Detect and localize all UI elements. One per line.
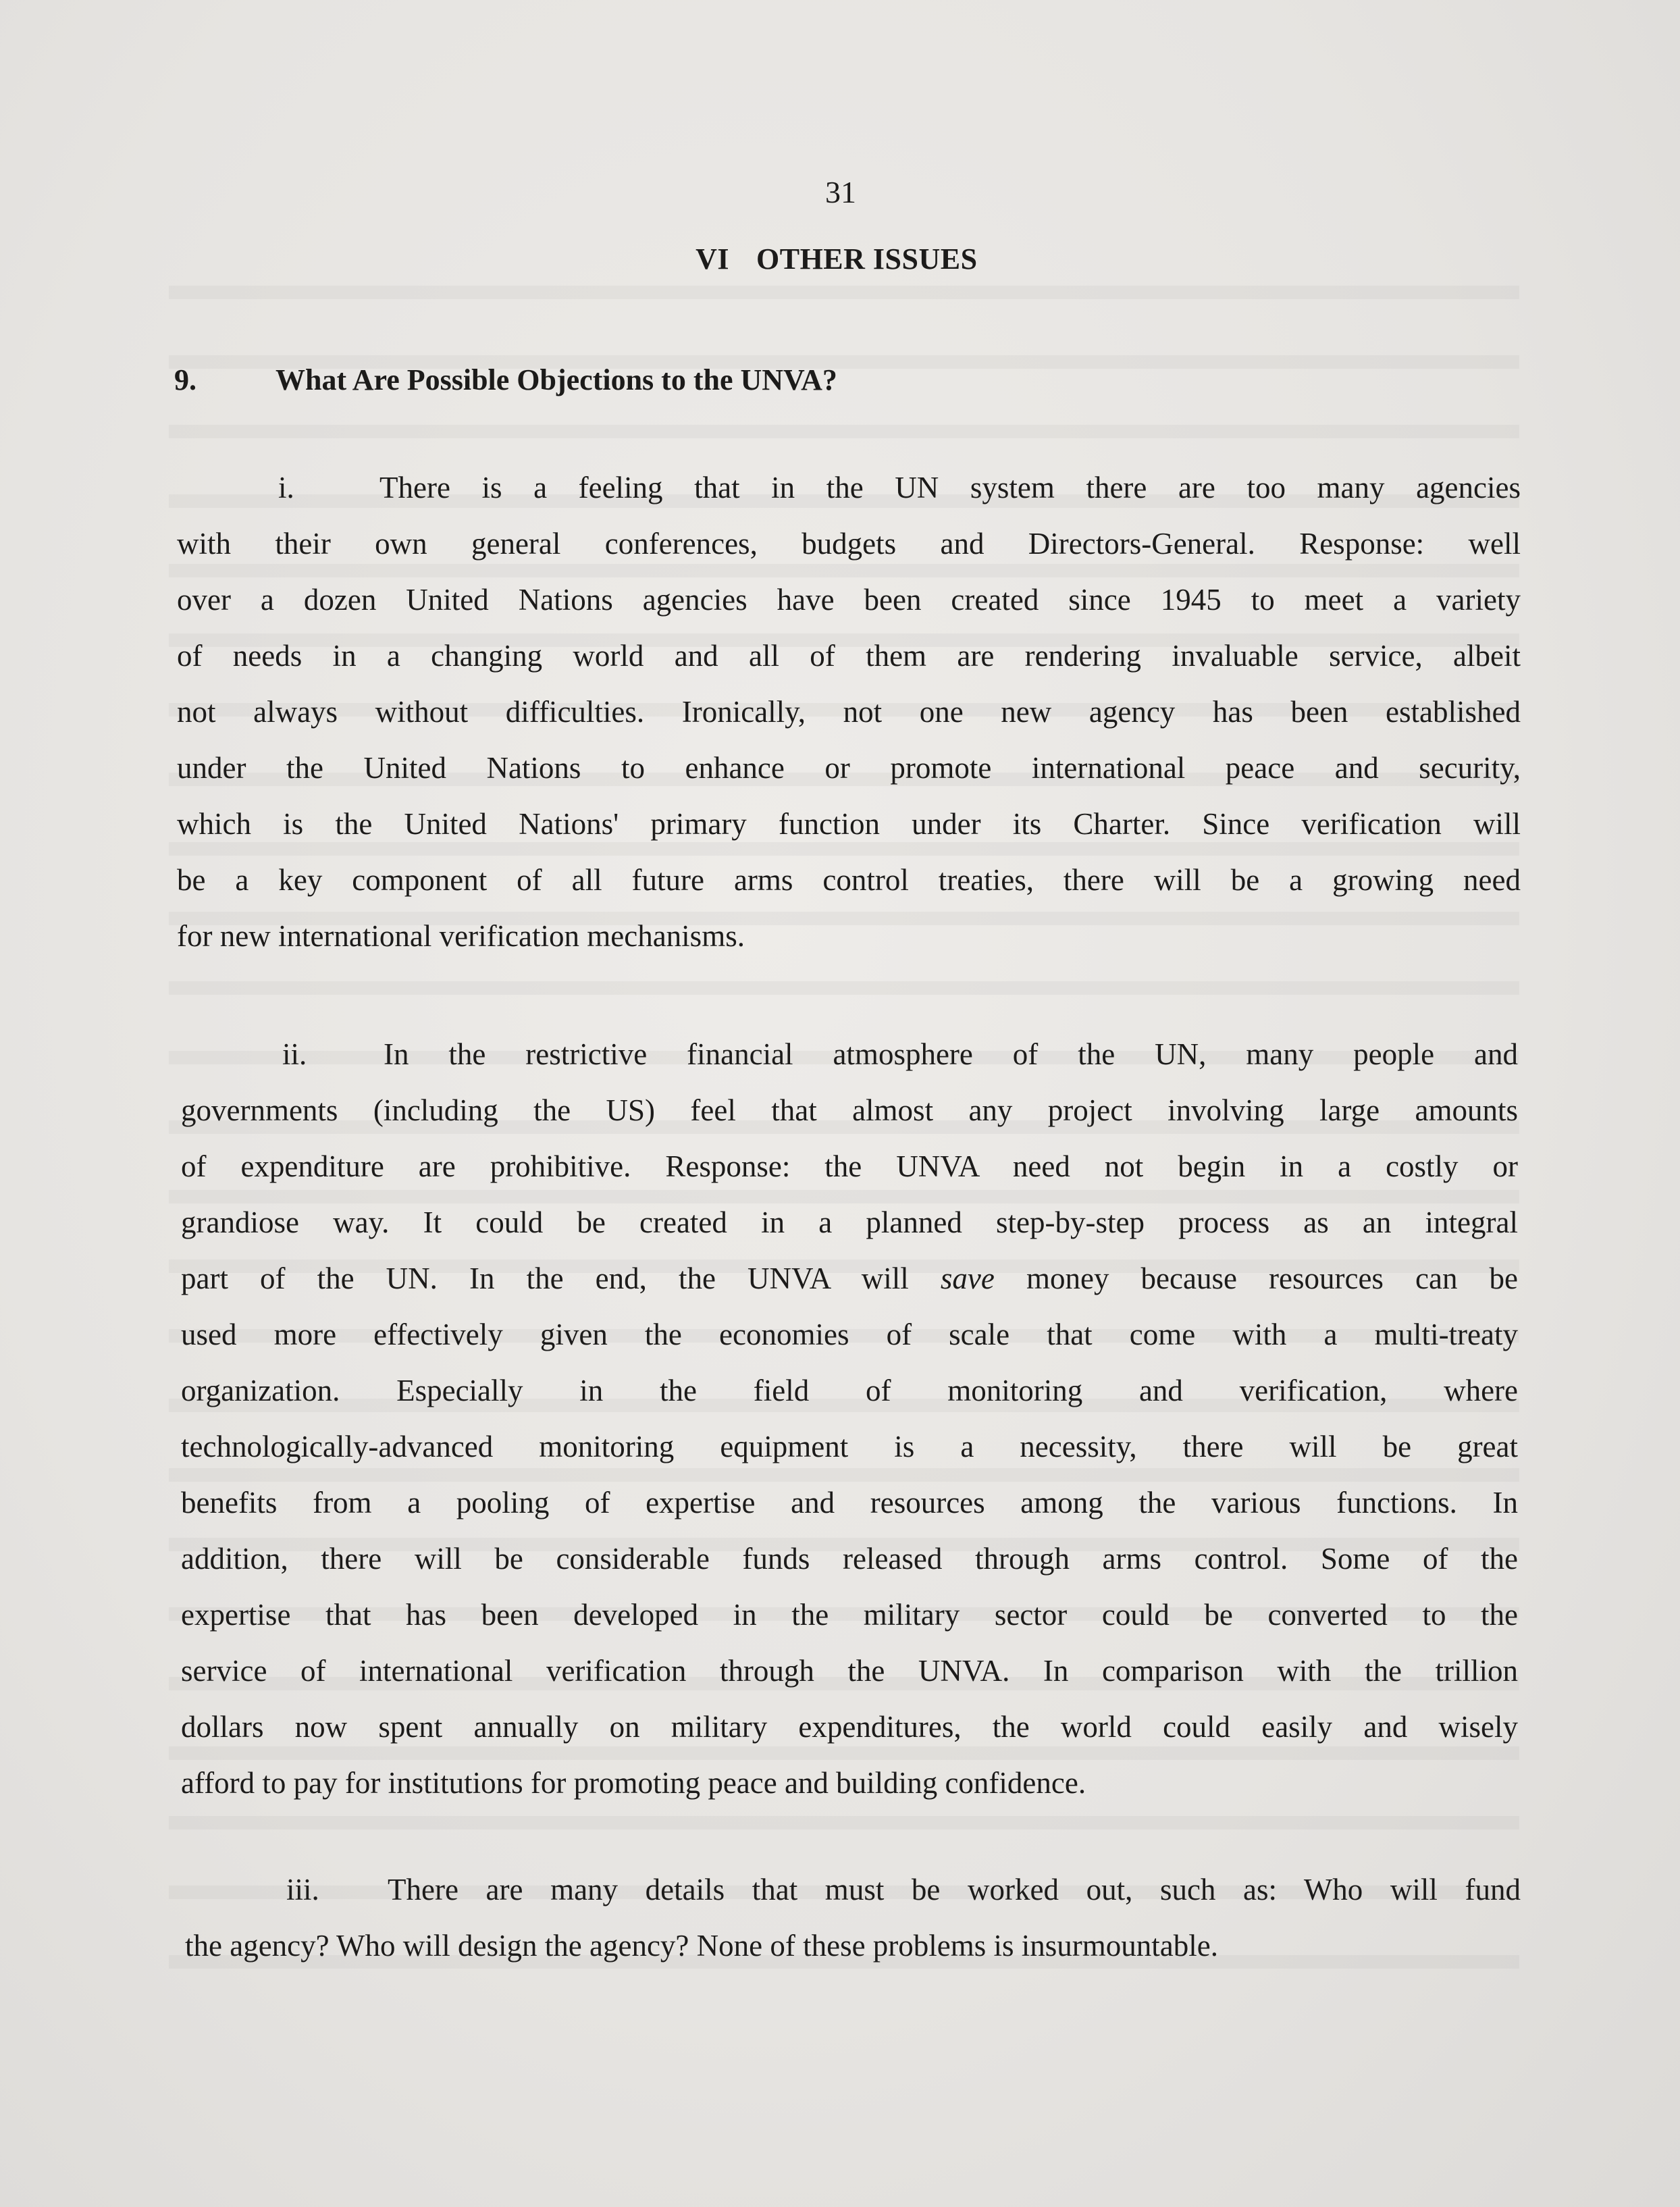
paragraph-line: dollars now spent annually on military expenditures, the world could easily and wisely: [181, 1710, 1518, 1744]
emphasis-word: save: [940, 1262, 995, 1295]
section-title: OTHER ISSUES: [756, 242, 978, 276]
paragraph-line: grandiose way. It could be created in a planned step-by-step process as an integral: [181, 1205, 1518, 1239]
paragraph-marker: i.: [278, 471, 294, 504]
question-number: 9.: [174, 363, 196, 396]
paragraph-line: governments (including the US) feel that almost any project involving large amounts: [181, 1093, 1518, 1127]
question-title: What Are Possible Objections to the UNVA?: [275, 363, 837, 396]
page-number: 31: [825, 175, 856, 209]
paragraph-ii: [181, 1027, 1518, 1811]
section-heading: [648, 242, 1121, 276]
paragraph-line: benefits from a pooling of expertise and resources among the various functions. In: [181, 1486, 1518, 1520]
paragraph-line: expertise that has been developed in the military sector could be converted to the: [181, 1598, 1518, 1632]
paragraph-iii: [185, 1862, 1521, 1974]
paragraph-line: of expenditure are prohibitive. Response: the UNVA need not begin in a costly or: [181, 1149, 1518, 1183]
paragraph-line: ii. In the restrictive financial atmosphere of the UN, many people and: [181, 1027, 1518, 1083]
question-heading: [174, 363, 1187, 397]
paragraph-line: addition, there will be considerable funds released through arms control. Some of the: [181, 1542, 1518, 1576]
paragraph-line: part of the UN. In the end, the UNVA will save money because resources can be: [181, 1262, 1519, 1295]
paragraph-line: iii. There are many details that must be worked out, such as: Who will fund: [185, 1862, 1521, 1918]
paragraph-line: which is the United Nations' primary function under its Charter. Since verification will: [177, 807, 1521, 841]
paragraph-line: afford to pay for institutions for promoting peace and building confidence.: [181, 1766, 1086, 1800]
paragraph-line: service of international verification through the UNVA. In comparison with the trillion: [181, 1654, 1518, 1688]
paragraph-line: organization. Especially in the field of monitoring and verification, where: [181, 1374, 1518, 1407]
paragraph-i: [177, 460, 1521, 964]
paragraph-line: with their own general conferences, budgets and Directors-General. Response: well: [177, 527, 1521, 561]
paragraph-line: of needs in a changing world and all of them are rendering invaluable service, albeit: [177, 639, 1521, 673]
paragraph-line: for new international verification mechanisms.: [177, 919, 745, 953]
paragraph-line: be a key component of all future arms control treaties, there will be a growing need: [177, 863, 1521, 897]
paragraph-line: i. There is a feeling that in the UN system there are too many agencies: [177, 460, 1521, 516]
paragraph-line: technologically-advanced monitoring equipment is a necessity, there will be great: [181, 1430, 1518, 1463]
paragraph-line: under the United Nations to enhance or promote international peace and security,: [177, 751, 1521, 785]
paragraph-line: not always without difficulties. Ironically, not one new agency has been established: [177, 695, 1521, 729]
paragraph-line: used more effectively given the economies of scale that come with a multi-treaty: [181, 1318, 1518, 1351]
paragraph-line: the agency? Who will design the agency? None of these problems is insurmountable.: [185, 1929, 1218, 1963]
section-number: VI: [695, 242, 729, 276]
paragraph-line: over a dozen United Nations agencies have been created since 1945 to meet a variety: [177, 583, 1521, 617]
paragraph-marker: ii.: [282, 1037, 307, 1071]
paragraph-marker: iii.: [286, 1873, 319, 1906]
